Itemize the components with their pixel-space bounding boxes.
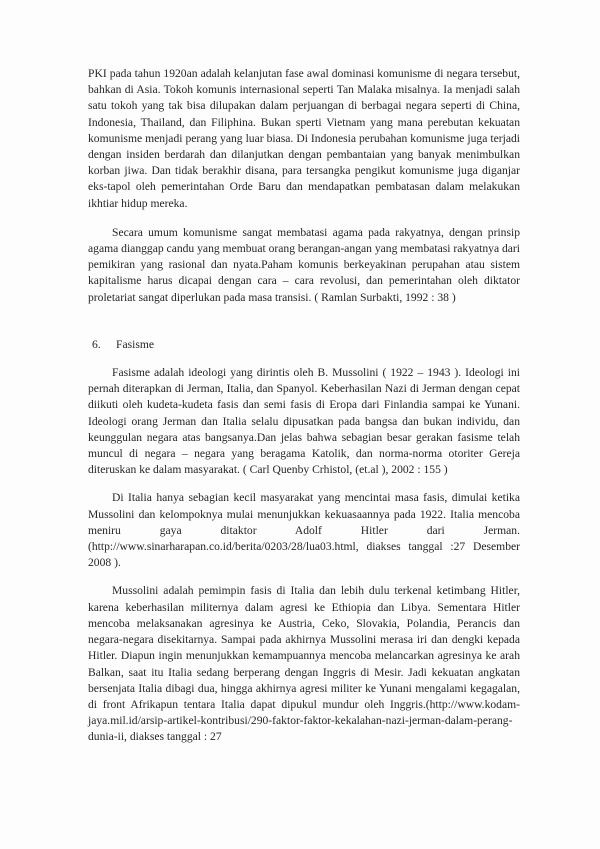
- paragraph-fasisme-italia: Di Italia hanya sebagian kecil masyarakat yang mencintai masa fasis, dimulai ketika Mussolini dan kelompoknya mulai menunjukkan kekuasaannya pada 1922. Italia mencoba meniru gaya ditaktor Adolf Hitler dari Jerman. (http://www.sinarharapan.co.id/berita/0203/28/lua03.html, diakses tanggal :27 Desember 2008 ).: [88, 491, 520, 570]
- section-heading-fasisme: [88, 337, 520, 353]
- paragraph-komunisme-agama: Secara umum komunisme sangat membatasi agama pada rakyatnya, dengan prinsip agama dianggap candu yang membuat orang berangan-angan yang membatasi rakyatnya dari pemikiran yang rasional dan nyata.Paham komunis berkeyakinan perupahan atau sistem kapitalisme harus dicapai dengan cara – cara revolusi, dan pemerintahan oleh diktator proletariat sangat diperlukan pada masa transisi. ( Ramlan Surbakti, 1992 : 38 ): [88, 225, 521, 304]
- section-title: Fasisme: [116, 337, 155, 351]
- paragraph-fasisme-definisi: Fasisme adalah ideologi yang dirintis oleh B. Mussolini ( 1922 – 1943 ). Ideologi ini pernah diterapkan di Jerman, Italia, dan Spanyol. Keberhasilan Nazi di Jerman dengan cepat diikuti oleh kudeta-kudeta fasis dan semi fasis di Eropa dari Finlandia sampai ke Yunani. Ideologi orang Jerman dan Italia selalu dipusatkan pada bangsa dan bukan individu, dan keunggulan negara atas bangsanya.Dan jelas bahwa sebagian besar gerakan fasisme telah muncul di negara – negara yang beragama Katolik, dan norma-norma otoriter Gereja diteruskan ke dalam masyarakat. ( Carl Quenby Crhistol, (et.al ), 2002 : 155 ): [88, 366, 520, 477]
- paragraph-mussolini: Mussolini adalah pemimpin fasis di Italia dan lebih dulu terkenal ketimbang Hitler, karena keberhasilan militernya dalam agresi ke Ethiopia dan Libya. Sementara Hitler mencoba melaksanakan agresinya ke Austria, Ceko, Slovakia, Polandia, Perancis dan negara-negara disekitarnya. Sampai pada akhirnya Mussolini merasa iri dan dengki kepada Hitler. Diapun ingin menunjukkan kemampuannya mencoba melancarkan agresinya ke arah Balkan, saat itu Italia sedang berperang dengan Inggris di Mesir. Jadi kekuatan angkatan bersenjata Italia dibagi dua, hingga akhirnya agresi militer ke Yunani mengalami kegagalan, di front Afrikapun tentara Italia dapat dipukul mundur oleh Inggris.(http://www.kodam-jaya.mil.id/arsip-artikel-kontribusi/290-faktor-faktor-kekalahan-nazi-jerman-dalam-perang-dunia-ii, diakses tanggal : 27: [88, 584, 520, 744]
- section-number: 6.: [92, 337, 101, 351]
- document-body: [88, 66, 520, 746]
- paragraph-pki: PKI pada tahun 1920an adalah kelanjutan fase awal dominasi komunisme di negara tersebut, bahkan di Asia. Tokoh komunis internasional seperti Tan Malaka misalnya. Ia menjadi salah satu tokoh yang tak bisa dilupakan dalam perjuangan di berbagai negara seperti di China, Indonesia, Thailand, dan Filiphina. Bukan sperti Vietnam yang mana perebutan kekuatan komunisme menjadi perang yang luar biasa. Di Indonesia perubahan komunisme juga terjadi dengan insiden berdarah dan dilanjutkan dengan pembantaian yang banyak menimbulkan korban jiwa. Dan tidak berakhir disana, para tersangka pengikut komunisme juga diganjar eks-tapol oleh pemerintahan Orde Baru dan mendapatkan pembatasan dalam melakukan ikhtiar hidup mereka.: [88, 67, 520, 210]
